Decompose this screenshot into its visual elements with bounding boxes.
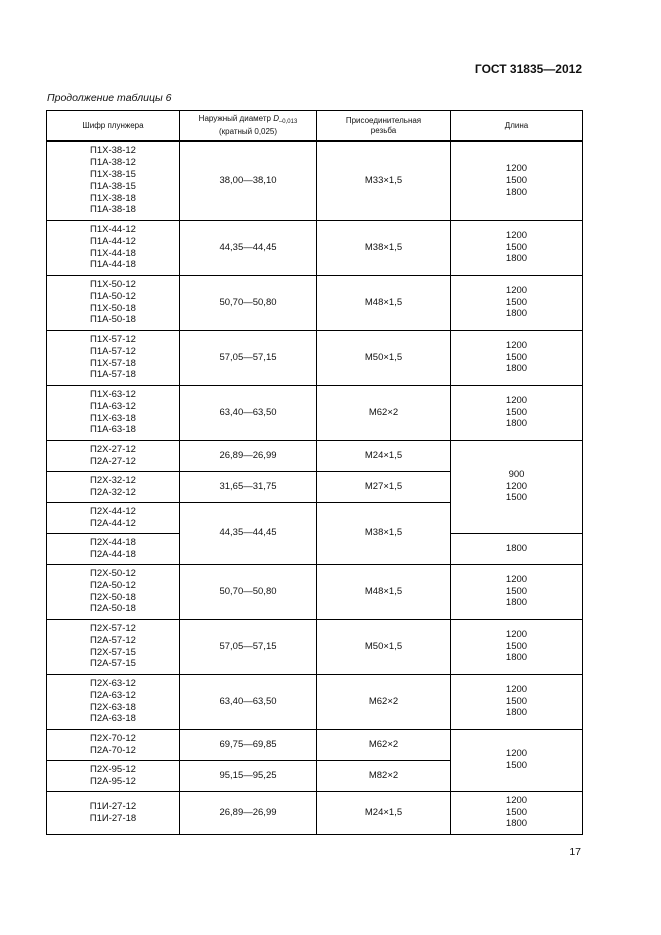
diameter-cell: 26,89—26,99 (180, 440, 317, 471)
plunger-codes (47, 791, 180, 834)
plunger-code: П2Х-70-12 (90, 732, 136, 744)
diameter-cell: 38,00—38,10 (180, 141, 317, 220)
plunger-code: П1А-57-18 (90, 369, 136, 381)
table-row (47, 791, 583, 834)
length-value: 1800 (505, 186, 528, 198)
plunger-code: П1Х-50-12 (90, 278, 136, 290)
plunger-code: П1Х-50-18 (90, 302, 136, 314)
plunger-code: П2Х-57-12 (90, 622, 136, 634)
diameter-cell: 50,70—50,80 (180, 564, 317, 619)
standard-number: ГОСТ 31835—2012 (474, 62, 582, 76)
length-value: 1200 (505, 794, 528, 806)
table-row (47, 220, 583, 275)
length-value: 1800 (505, 418, 528, 430)
length-value: 1800 (505, 253, 528, 265)
plunger-code: П2А-95-12 (90, 775, 136, 787)
plunger-code: П2Х-63-18 (90, 701, 136, 713)
length-value: 1500 (505, 351, 528, 363)
plunger-codes (47, 760, 180, 791)
diameter-cell: 50,70—50,80 (180, 275, 317, 330)
plunger-code: П1Х-38-15 (90, 168, 136, 180)
length-value: 1200 (505, 480, 528, 492)
length-value: 1800 (505, 818, 528, 830)
plunger-codes (47, 275, 180, 330)
plunger-code: П2А-44-18 (90, 548, 136, 560)
plunger-code: П1А-38-18 (90, 204, 136, 216)
header-length: Длина (451, 111, 583, 142)
length-cell (451, 619, 583, 674)
plunger-codes (47, 471, 180, 502)
plunger-codes (47, 141, 180, 220)
table-row (47, 564, 583, 619)
plunger-code: П1Х-38-18 (90, 192, 136, 204)
thread-cell: М38×1,5 (317, 220, 451, 275)
plunger-code: П1А-50-18 (90, 314, 136, 326)
table-header-row (47, 111, 583, 142)
length-cell: 1800 (451, 533, 583, 564)
plunger-code: П1И-27-18 (89, 812, 137, 824)
plunger-code: П2А-50-12 (90, 579, 136, 591)
plunger-code: П1И-27-12 (89, 800, 137, 812)
plunger-code: П1Х-57-18 (90, 357, 136, 369)
plunger-code: П1А-57-12 (90, 345, 136, 357)
length-value: 1500 (505, 760, 528, 771)
length-cell (451, 220, 583, 275)
header-diameter-symbol: D (273, 114, 279, 123)
plunger-code: П1А-63-18 (90, 424, 136, 436)
table-row (47, 275, 583, 330)
header-thread (317, 111, 451, 142)
plunger-code: П2А-50-18 (90, 603, 136, 615)
diameter-cell: 69,75—69,85 (180, 729, 317, 760)
plunger-code: П1А-38-15 (90, 180, 136, 192)
length-value: 1500 (505, 585, 528, 597)
diameter-cell: 44,35—44,45 (180, 220, 317, 275)
plunger-codes (47, 440, 180, 471)
plunger-code: П1Х-57-12 (90, 333, 136, 345)
page-number: 17 (569, 846, 581, 858)
length-value: 1800 (505, 597, 528, 609)
table-row (47, 674, 583, 729)
length-cell (451, 385, 583, 440)
length-value: 1200 (505, 229, 528, 241)
plunger-code: П2А-44-12 (90, 517, 136, 529)
thread-cell: М50×1,5 (317, 619, 451, 674)
thread-cell: М27×1,5 (317, 471, 451, 502)
plunger-code: П1Х-63-18 (90, 412, 136, 424)
length-value: 1800 (505, 308, 528, 320)
thread-cell: М33×1,5 (317, 141, 451, 220)
plunger-code: П1Х-44-12 (90, 223, 136, 235)
thread-cell: М62×2 (317, 385, 451, 440)
length-cell (451, 141, 583, 220)
plunger-code: П1Х-44-18 (90, 247, 136, 259)
plunger-code: П2А-63-12 (90, 689, 136, 701)
thread-cell: М50×1,5 (317, 330, 451, 385)
thread-cell: М62×2 (317, 729, 451, 760)
plunger-codes (47, 564, 180, 619)
table-caption: Продолжение таблицы 6 (47, 92, 172, 104)
length-value: 1800 (505, 707, 528, 719)
header-diameter-note: (кратный 0,025) (218, 127, 278, 136)
table-row (47, 330, 583, 385)
length-value: 1200 (505, 683, 528, 695)
plunger-code: П2Х-44-18 (90, 536, 136, 548)
plunger-code: П1А-44-18 (90, 259, 136, 271)
plunger-code: П2А-63-18 (90, 713, 136, 725)
plunger-code: П2А-57-15 (90, 658, 136, 670)
plunger-codes (47, 385, 180, 440)
plunger-code: П1А-44-12 (90, 235, 136, 247)
header-thread-line2: резьба (370, 125, 397, 135)
table-row (47, 385, 583, 440)
plunger-code: П2А-32-12 (90, 486, 136, 498)
length-value: 1200 (505, 394, 528, 406)
plunger-code: П1А-38-12 (90, 157, 136, 169)
plunger-code: П2Х-32-12 (90, 474, 136, 486)
diameter-cell: 31,65—31,75 (180, 471, 317, 502)
length-value: 1500 (505, 174, 528, 186)
length-cell-merged (451, 440, 583, 533)
length-cell (451, 330, 583, 385)
header-diameter-tolerance: –0,013 (278, 119, 298, 125)
length-value: 1500 (505, 640, 528, 652)
length-value: 1500 (505, 695, 528, 707)
thread-cell: М24×1,5 (317, 791, 451, 834)
table-row (47, 141, 583, 220)
table-row (47, 440, 583, 471)
plunger-code: П2Х-50-12 (90, 567, 136, 579)
table-row (47, 619, 583, 674)
length-value: 900 (508, 468, 525, 480)
plunger-code: П2Х-27-12 (90, 443, 136, 455)
length-value: 1800 (505, 652, 528, 664)
length-cell (451, 791, 583, 834)
plunger-codes (47, 502, 180, 533)
length-value: 1500 (505, 806, 528, 818)
length-value: 1500 (505, 241, 528, 253)
plunger-codes (47, 330, 180, 385)
diameter-cell: 26,89—26,99 (180, 791, 317, 834)
plunger-codes (47, 674, 180, 729)
plunger-table (46, 110, 583, 835)
plunger-code: П2Х-95-12 (90, 763, 136, 775)
plunger-code: П2Х-63-12 (90, 677, 136, 689)
plunger-codes (47, 619, 180, 674)
length-cell-merged (451, 729, 583, 791)
length-value: 1200 (505, 284, 528, 296)
header-code: Шифр плунжера (47, 111, 180, 142)
thread-cell: М48×1,5 (317, 564, 451, 619)
length-value: 1800 (505, 363, 528, 375)
diameter-cell-merged: 44,35—44,45 (180, 502, 317, 564)
length-cell (451, 564, 583, 619)
plunger-code: П2А-27-12 (90, 455, 136, 467)
header-diameter-label: Наружный диаметр (198, 114, 271, 123)
thread-cell: М48×1,5 (317, 275, 451, 330)
header-diameter (180, 111, 317, 142)
plunger-code: П2Х-50-18 (90, 591, 136, 603)
plunger-code: П1А-63-12 (90, 400, 136, 412)
thread-cell-merged: М38×1,5 (317, 502, 451, 564)
length-cell (451, 674, 583, 729)
length-value: 1200 (505, 339, 528, 351)
length-value: 1200 (505, 163, 528, 175)
plunger-code: П1Х-63-12 (90, 388, 136, 400)
length-value: 1500 (505, 296, 528, 308)
thread-cell: М24×1,5 (317, 440, 451, 471)
thread-cell: М82×2 (317, 760, 451, 791)
length-cell (451, 275, 583, 330)
diameter-cell: 95,15—95,25 (180, 760, 317, 791)
length-value: 1200 (505, 628, 528, 640)
plunger-code: П1А-50-12 (90, 290, 136, 302)
plunger-codes (47, 220, 180, 275)
diameter-cell: 63,40—63,50 (180, 385, 317, 440)
plunger-code: П1Х-38-12 (90, 145, 136, 157)
plunger-code: П2Х-57-15 (90, 646, 136, 658)
length-value: 1500 (505, 492, 528, 504)
table-row (47, 729, 583, 760)
diameter-cell: 63,40—63,50 (180, 674, 317, 729)
diameter-cell: 57,05—57,15 (180, 330, 317, 385)
plunger-code: П2А-70-12 (90, 744, 136, 756)
plunger-code: П2А-57-12 (90, 634, 136, 646)
thread-cell: М62×2 (317, 674, 451, 729)
header-thread-line1: Присоединительная (345, 115, 422, 125)
length-value: 1200 (505, 748, 528, 760)
length-value: 1500 (505, 406, 528, 418)
plunger-codes (47, 729, 180, 760)
diameter-cell: 57,05—57,15 (180, 619, 317, 674)
plunger-code: П2Х-44-12 (90, 505, 136, 517)
plunger-codes (47, 533, 180, 564)
length-value: 1200 (505, 573, 528, 585)
